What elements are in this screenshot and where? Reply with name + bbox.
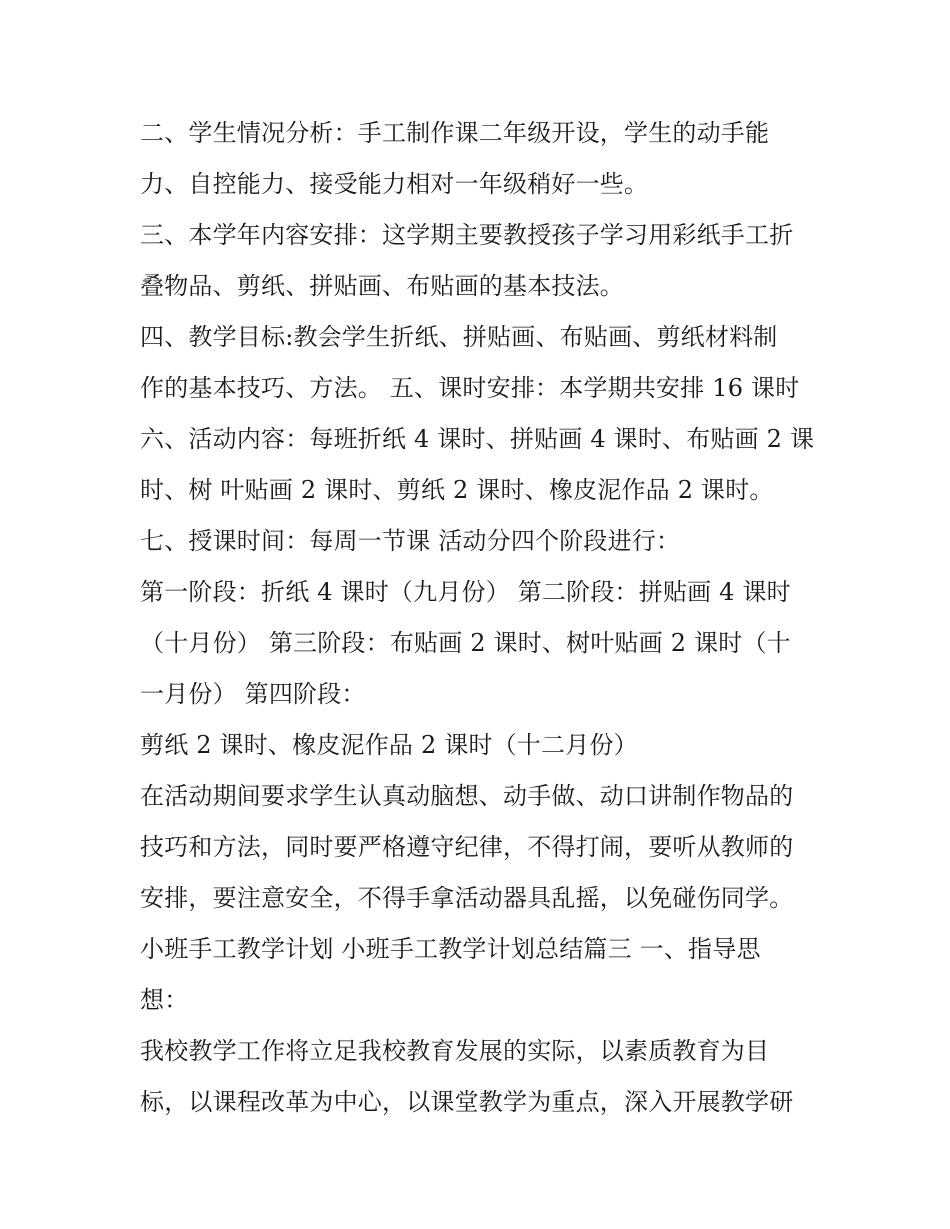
text-line: 一月份） 第四阶段： [140, 680, 366, 708]
text-line: 剪纸 2 课时、橡皮泥作品 2 课时（十二月份） [140, 731, 638, 759]
text-line: 小班手工教学计划 小班手工教学计划总结篇三 一、指导思 [140, 935, 761, 963]
text-line: 六、活动内容：每班折纸 4 课时、拼贴画 4 课时、布贴画 2 课 [140, 425, 815, 453]
text-line: （十月份） 第三阶段：布贴画 2 课时、树叶贴画 2 课时（十 [140, 629, 791, 657]
text-line: 七、授课时间：每周一节课 活动分四个阶段进行： [140, 527, 681, 555]
text-line: 技巧和方法，同时要严格遵守纪律，不得打闹，要听从教师的 [140, 833, 794, 861]
document-body [140, 108, 820, 1128]
text-line: 安排，要注意安全，不得手拿活动器具乱摇，以免碰伤同学。 [140, 884, 794, 912]
text-line: 二、学生情况分析：手工制作课二年级开设，学生的动手能 [140, 119, 770, 147]
text-line: 四、教学目标:教会学生折纸、拼贴画、布贴画、剪纸材料制 [140, 323, 778, 351]
text-line: 第一阶段：折纸 4 课时（九月份） 第二阶段：拼贴画 4 课时 [140, 578, 791, 606]
text-line: 我校教学工作将立足我校教育发展的实际，以素质教育为目 [140, 1037, 770, 1065]
text-line: 叠物品、剪纸、拼贴画、布贴画的基本技法。 [140, 272, 624, 300]
text-line: 时、树 叶贴画 2 课时、剪纸 2 课时、橡皮泥作品 2 课时。 [140, 476, 774, 504]
text-line: 三、本学年内容安排：这学期主要教授孩子学习用彩纸手工折 [140, 221, 794, 249]
text-line: 标，以课程改革为中心，以课堂教学为重点，深入开展教学研 [140, 1088, 794, 1116]
text-line: 想： [140, 986, 189, 1014]
text-line: 力、自控能力、接受能力相对一年级稍好一些。 [140, 170, 649, 198]
text-line: 作的基本技巧、方法。 五、课时安排：本学期共安排 16 课时 [140, 374, 800, 402]
text-line: 在活动期间要求学生认真动脑想、动手做、动口讲制作物品的 [140, 782, 794, 810]
